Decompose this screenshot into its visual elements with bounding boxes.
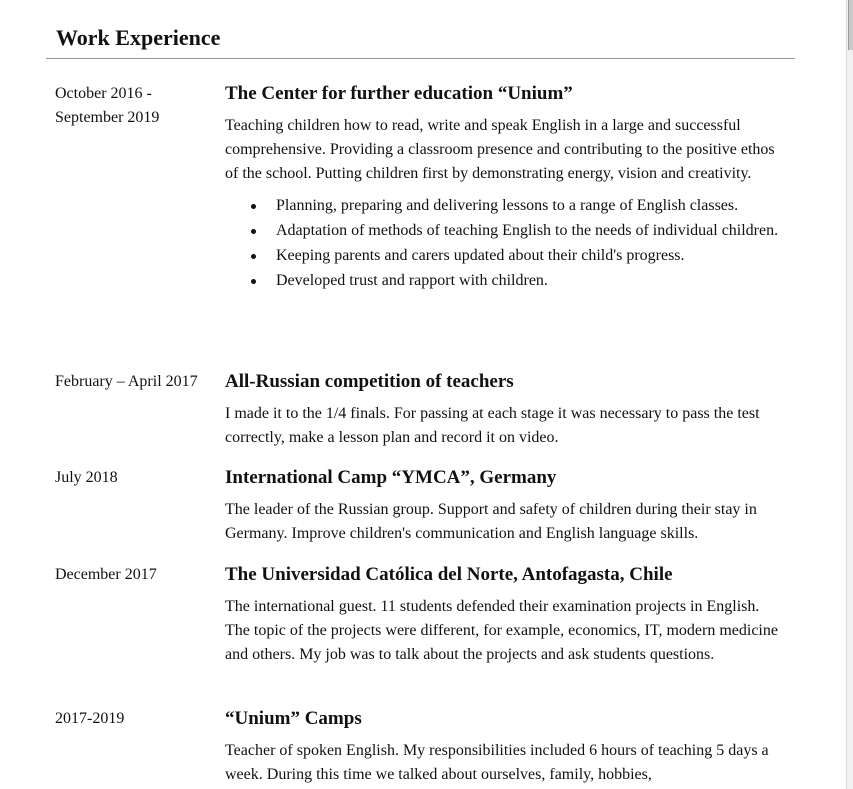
entry-date: February – April 2017 — [55, 373, 198, 390]
entry-content — [225, 563, 785, 667]
entry-content — [225, 82, 785, 294]
entry-date: 2017-2019 — [55, 710, 125, 727]
entry-content — [225, 707, 785, 787]
list-item: Developed trust and rapport with children. — [276, 269, 785, 293]
section-title: Work Experience — [56, 25, 221, 50]
entry-description: Teaching children how to read, write and speak English in a large and successful comprehensive. Providing a classroom presence and contributing to the positive ethos of the school. Putting children first by demonstrating energy, vision and creativity. — [225, 117, 775, 182]
entry-title: International Camp “YMCA”, Germany — [225, 467, 557, 488]
entry-date: December 2017 — [55, 566, 157, 583]
list-item: Keeping parents and carers updated about their child's progress. — [276, 244, 785, 268]
entry-title: The Universidad Católica del Norte, Antofagasta, Chile — [225, 564, 673, 585]
list-item: Adaptation of methods of teaching English to the needs of individual children. — [276, 219, 785, 243]
vertical-scrollbar[interactable] — [846, 0, 853, 789]
entry-date: October 2016 - September 2019 — [55, 85, 160, 126]
entry-description: The international guest. 11 students defended their examination projects in English. The topic of the projects were different, for example, economics, IT, modern medicine and others. My job was to talk about the projects and ask students questions. — [225, 598, 778, 663]
entry-title: “Unium” Camps — [225, 708, 362, 729]
entry-title: All-Russian competition of teachers — [225, 371, 514, 392]
entry-description: Teacher of spoken English. My responsibilities included 6 hours of teaching 5 days a week. During this time we talked about ourselves, family, hobbies, — [225, 742, 769, 783]
scrollbar-thumb[interactable] — [848, 0, 853, 50]
entry-content — [225, 370, 785, 450]
section-divider — [46, 58, 795, 59]
entry-title: The Center for further education “Unium” — [225, 83, 573, 104]
entry-description: I made it to the 1/4 finals. For passing at each stage it was necessary to pass the test correctly, make a lesson plan and record it on video. — [225, 405, 760, 446]
list-item: Planning, preparing and delivering lessons to a range of English classes. — [276, 194, 785, 218]
entry-bullet-list — [225, 194, 785, 293]
entry-description: The leader of the Russian group. Support and safety of children during their stay in Germany. Improve children's communication and English language skills. — [225, 501, 757, 542]
entry-date: July 2018 — [55, 469, 118, 486]
entry-content — [225, 466, 785, 546]
